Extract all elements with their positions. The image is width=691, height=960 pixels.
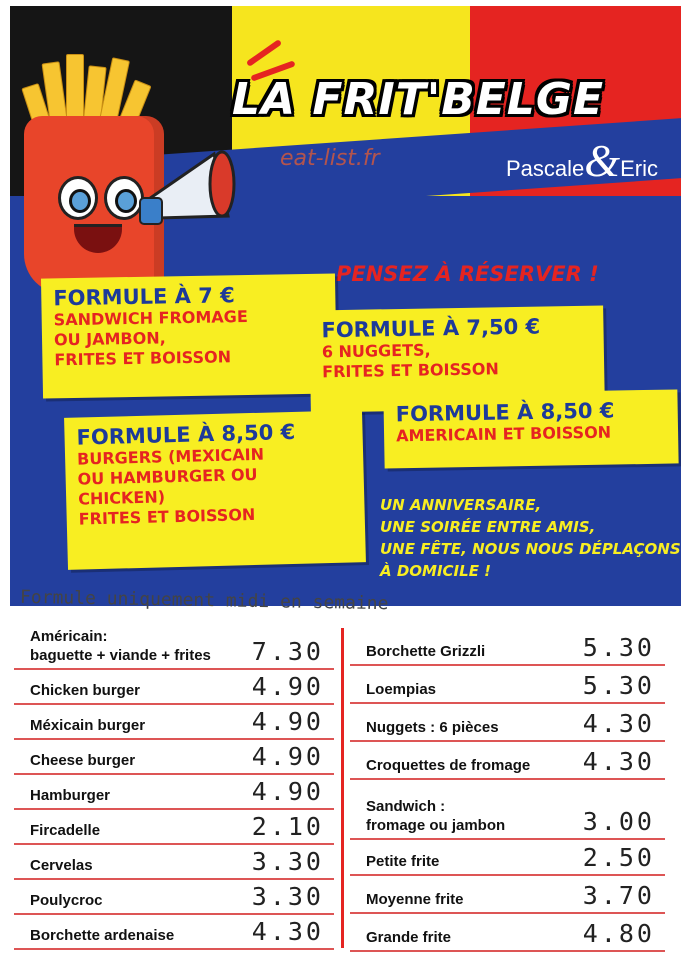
menu-item-price: 4.80 (582, 919, 655, 948)
menu-item-price: 3.70 (582, 881, 655, 910)
formula-box (383, 389, 678, 468)
events-line: UNE SOIRÉE ENTRE AMIS, (380, 518, 596, 536)
menu-item-name: Petite frite (366, 853, 440, 870)
formula-box (64, 410, 366, 570)
formula-line: BURGERS (MEXICAIN (76, 444, 265, 469)
formula-line: FRITES ET BOISSON (54, 347, 232, 370)
menu-item-price: 4.90 (251, 742, 324, 771)
menu-row (350, 620, 665, 666)
events-line: UNE FÊTE, NOUS NOUS DÉPLAÇONS (380, 540, 681, 558)
owner-ampersand: & (584, 135, 621, 186)
menu-item-name: Méxicain burger (30, 717, 146, 734)
formula-line: FRITES ET BOISSON (78, 504, 256, 529)
menu-item-price: 4.90 (251, 777, 324, 806)
menu-column-left (14, 620, 334, 950)
menu-item-name: Cheese burger (30, 752, 136, 769)
restaurant-title: LA FRIT'BELGE (232, 74, 605, 125)
mascot-eye-icon (58, 176, 98, 220)
menu-row (14, 878, 334, 915)
formula-heading: FORMULE À 7,50 € (321, 314, 541, 343)
menu-row (14, 668, 334, 705)
events-line: À DOMICILE ! (380, 562, 491, 580)
menu-item-name: Fircadelle (30, 822, 101, 839)
menu-item-price: 3.30 (251, 882, 324, 911)
menu-item-name: Croquettes de fromage (366, 757, 531, 774)
formula-line: AMERICAIN ET BOISSON (395, 422, 612, 446)
menu-item-price: 4.30 (582, 709, 655, 738)
owner-name-2: Eric (620, 156, 658, 181)
menu-item-name: Hamburger (30, 787, 111, 804)
menu-row (14, 738, 334, 775)
menu-row (350, 778, 665, 840)
megaphone-icon (136, 146, 246, 236)
menu-item-price: 3.30 (251, 847, 324, 876)
menu-column-right (350, 620, 665, 950)
menu-row (14, 773, 334, 810)
formula-box (41, 273, 337, 398)
menu-item-name: Chicken burger (30, 682, 141, 699)
formula-line: 6 NUGGETS, (321, 340, 431, 362)
menu-row (350, 740, 665, 780)
owner-name-1: Pascale (506, 156, 585, 181)
menu-row (14, 620, 334, 670)
menu-row (350, 664, 665, 704)
menu-row (14, 843, 334, 880)
menu-row (350, 702, 665, 742)
menu-item-name: Américain: baguette + viande + frites (30, 628, 211, 664)
handwritten-note: Formule uniquement midi en semaine (19, 586, 389, 615)
events-text (380, 494, 681, 582)
menu-row (14, 808, 334, 845)
menu-divider (341, 628, 344, 948)
formula-heading: FORMULE À 8,50 € (76, 419, 296, 450)
flyer-banner (10, 6, 681, 606)
menu-row (350, 874, 665, 914)
menu-row (14, 913, 334, 950)
menu-item-price: 5.30 (582, 671, 655, 700)
formula-line: SANDWICH FROMAGE (53, 306, 248, 330)
menu-item-name: Cervelas (30, 857, 93, 874)
formula-line: OU JAMBON, (53, 328, 166, 350)
menu-item-name: Poulycroc (30, 892, 103, 909)
events-line: UN ANNIVERSAIRE, (380, 496, 542, 514)
menu-item-price: 3.00 (582, 807, 655, 836)
menu-item-price: 4.90 (251, 707, 324, 736)
fries-mascot-icon (18, 46, 228, 296)
menu-item-price: 7.30 (251, 637, 324, 666)
menu-item-price: 4.30 (251, 917, 324, 946)
formula-heading: FORMULE À 7 € (53, 283, 235, 311)
owner-names (506, 135, 658, 186)
menu-item-price: 2.50 (582, 843, 655, 872)
menu-item-name: Loempias (366, 681, 437, 698)
menu-item-name: Borchette Grizzli (366, 643, 486, 660)
menu-item-price: 4.90 (251, 672, 324, 701)
menu-item-name: Nuggets : 6 pièces (366, 719, 499, 736)
formula-line: OU HAMBURGER OU (77, 464, 258, 489)
menu-item-price: 5.30 (582, 633, 655, 662)
menu-item-name: Moyenne frite (366, 891, 464, 908)
formula-line: CHICKEN) (77, 487, 166, 509)
menu-item-price: 2.10 (251, 812, 324, 841)
menu-item-name: Borchette ardenaise (30, 927, 175, 944)
menu-item-name: Sandwich : fromage ou jambon (366, 798, 506, 834)
menu-item-price: 4.30 (582, 747, 655, 776)
menu-row (350, 838, 665, 876)
menu-row (350, 912, 665, 952)
formula-heading: FORMULE À 8,50 € (395, 398, 615, 427)
watermark: eat-list.fr (280, 146, 380, 171)
menu-item-name: Grande frite (366, 929, 452, 946)
menu-row (14, 703, 334, 740)
formula-line: FRITES ET BOISSON (322, 359, 499, 382)
reserve-notice: PENSEZ À RÉSERVER ! (336, 262, 599, 286)
